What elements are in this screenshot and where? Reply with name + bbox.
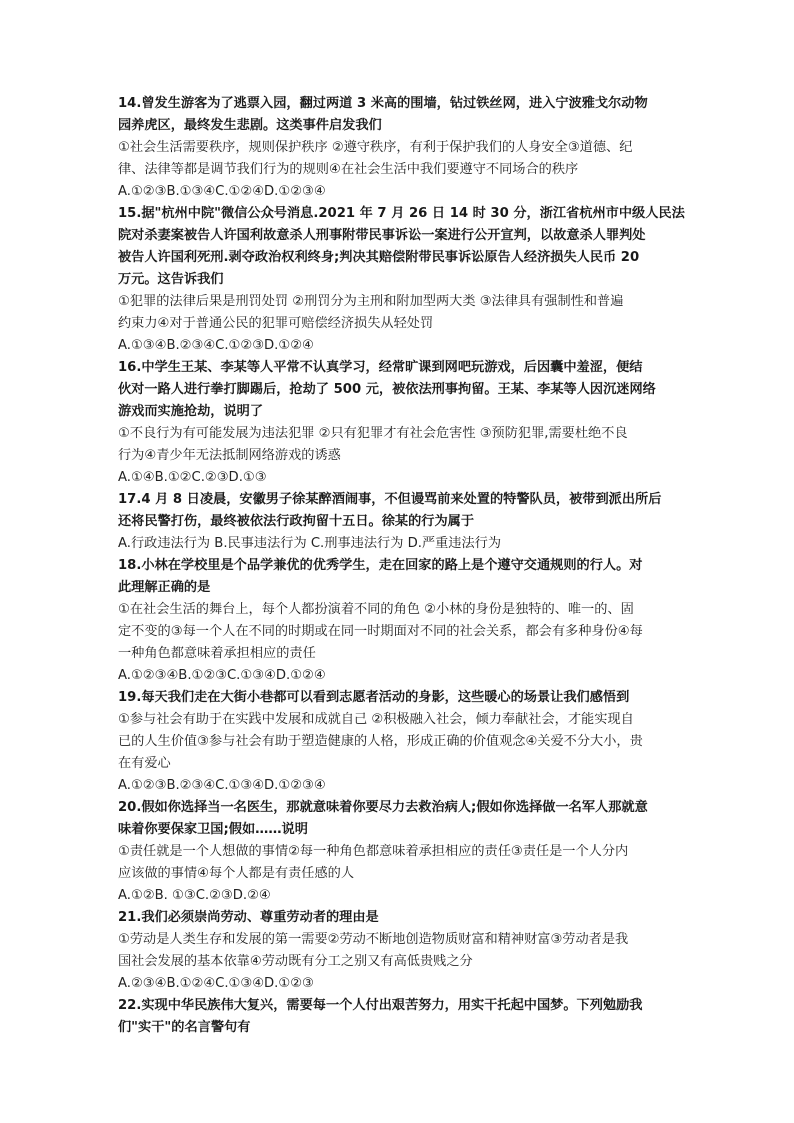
- question-stem-line: 21.我们必须崇尚劳动、尊重劳动者的理由是: [118, 910, 379, 925]
- answer-options: A.②③④B.①②④C.①③④D.①②③: [118, 976, 314, 991]
- question-block: [118, 995, 678, 1039]
- question-block: [118, 687, 678, 797]
- question-stem-line: 16.中学生王某、李某等人平常不认真学习，经常旷课到网吧玩游戏，后因囊中羞涩，便结: [118, 360, 643, 375]
- statement-line: 在有爱心: [118, 756, 171, 771]
- question-stem-line: 伙对一路人进行拳打脚踢后，抢劫了 500 元，被依法刑事拘留。王某、李某等人因沉迷网络: [118, 382, 656, 397]
- question-stem-line: 14.曾发生游客为了逃票入园，翻过两道 3 米高的围墙，钻过铁丝网，进入宁波雅戈尔动物: [118, 96, 648, 111]
- answer-options: A.①④B.①②C.②③D.①③: [118, 470, 267, 485]
- question-stem-line: 20.假如你选择当一名医生，那就意味着你要尽力去救治病人;假如你选择做一名军人那就意: [118, 800, 648, 815]
- question-block: [118, 93, 678, 203]
- question-stem-line: 万元。这告诉我们: [118, 272, 224, 287]
- statement-line: 行为④青少年无法抵制网络游戏的诱惑: [118, 448, 341, 463]
- question-block: [118, 489, 678, 555]
- question-stem-line: 18.小林在学校里是个品学兼优的优秀学生，走在回家的路上是个遵守交通规则的行人。对: [118, 558, 643, 573]
- question-stem-line: 被告人许国利死刑.剥夺政治权利终身;判决其赔偿附带民事诉讼原告人经济损失人民币 20: [118, 250, 640, 265]
- question-block: [118, 357, 678, 489]
- question-stem-line: 15.据"杭州中院"微信公众号消息.2021 年 7 月 26 日 14 时 30 分，浙江省杭州市中级人民法: [118, 206, 685, 221]
- question-stem-line: 游戏而实施抢劫，说明了: [118, 404, 264, 419]
- statement-line: 应该做的事情④每个人都是有责任感的人: [118, 866, 355, 881]
- answer-options: A.①②B. ①③C.②③D.②④: [118, 888, 271, 903]
- statement-line: ①在社会生活的舞台上，每个人都扮演着不同的角色 ②小林的身份是独特的、唯一的、固: [118, 602, 634, 617]
- answer-options: A.①③④B.②③④C.①②③D.①②④: [118, 338, 314, 353]
- statement-line: ①不良行为有可能发展为违法犯罪 ②只有犯罪才有社会危害性 ③预防犯罪,需要杜绝不良: [118, 426, 628, 441]
- statement-line: 已的人生价值③参与社会有助于塑造健康的人格，形成正确的价值观念④关爱不分大小，贵: [118, 734, 643, 749]
- question-stem-line: 17.4 月 8 日凌晨，安徽男子徐某醉酒闹事，不但谩骂前来处置的特警队员，被带到派出所后: [118, 492, 662, 507]
- question-block: [118, 555, 678, 687]
- exam-page: [118, 93, 685, 1039]
- question-stem-line: 19.每天我们走在大街小巷都可以看到志愿者活动的身影，这些暖心的场景让我们感悟到: [118, 690, 630, 705]
- question-stem-line: 味着你要保家卫国;假如……说明: [118, 822, 308, 837]
- statement-line: ①社会生活需要秩序，规则保护秩序 ②遵守秩序，有利于保护我们的人身安全③道德、纪: [118, 140, 633, 155]
- statement-line: ①犯罪的法律后果是刑罚处罚 ②刑罚分为主刑和附加型两大类 ③法律具有强制性和普遍: [118, 294, 624, 309]
- question-block: [118, 907, 678, 995]
- statement-line: ①参与社会有助于在实践中发展和成就自己 ②积极融入社会，倾力奉献社会，才能实现自: [118, 712, 634, 727]
- statement-line: ①劳动是人类生存和发展的第一需要②劳动不断地创造物质财富和精神财富③劳动者是我: [118, 932, 629, 947]
- question-stem-line: 园养虎区，最终发生悲剧。这类事件启发我们: [118, 118, 382, 133]
- answer-options: A.①②③B.①③④C.①②④D.①②③④: [118, 184, 326, 199]
- statement-line: 律、法律等都是调节我们行为的规则④在社会生活中我们要遵守不同场合的秩序: [118, 162, 579, 177]
- question-stem-line: 们"实干"的名言警句有: [118, 1020, 251, 1035]
- question-block: [118, 797, 678, 907]
- statement-line: 约束力④对于普通公民的犯罪可赔偿经济损失从轻处罚: [118, 316, 434, 331]
- question-stem-line: 此理解正确的是: [118, 580, 211, 595]
- question-stem-line: 还将民警打伤，最终被依法行政拘留十五日。徐某的行为属于: [118, 514, 475, 529]
- question-stem-line: 22.实现中华民族伟大复兴，需要每一个人付出艰苦努力，用实干托起中国梦。下列勉励我: [118, 998, 643, 1013]
- question-block: [118, 203, 685, 357]
- answer-options: A.行政违法行为 B.民事违法行为 C.刑事违法行为 D.严重违法行为: [118, 536, 502, 551]
- answer-options: A.①②③B.②③④C.①③④D.①②③④: [118, 778, 326, 793]
- statement-line: ①责任就是一个人想做的事情②每一种角色都意味着承担相应的责任③责任是一个人分内: [118, 844, 629, 859]
- statement-line: 国社会发展的基本依靠④劳动既有分工之别又有高低贵贱之分: [118, 954, 473, 969]
- statement-line: 定不变的③每一个人在不同的时期或在同一时期面对不同的社会关系，都会有多种身份④每: [118, 624, 643, 639]
- statement-line: 一种角色都意味着承担相应的责任: [118, 646, 316, 661]
- answer-options: A.①②③④B.①②③C.①③④D.①②④: [118, 668, 326, 683]
- question-stem-line: 院对杀妻案被告人许国利故意杀人刑事附带民事诉讼一案进行公开宣判，以故意杀人罪判处: [118, 228, 646, 243]
